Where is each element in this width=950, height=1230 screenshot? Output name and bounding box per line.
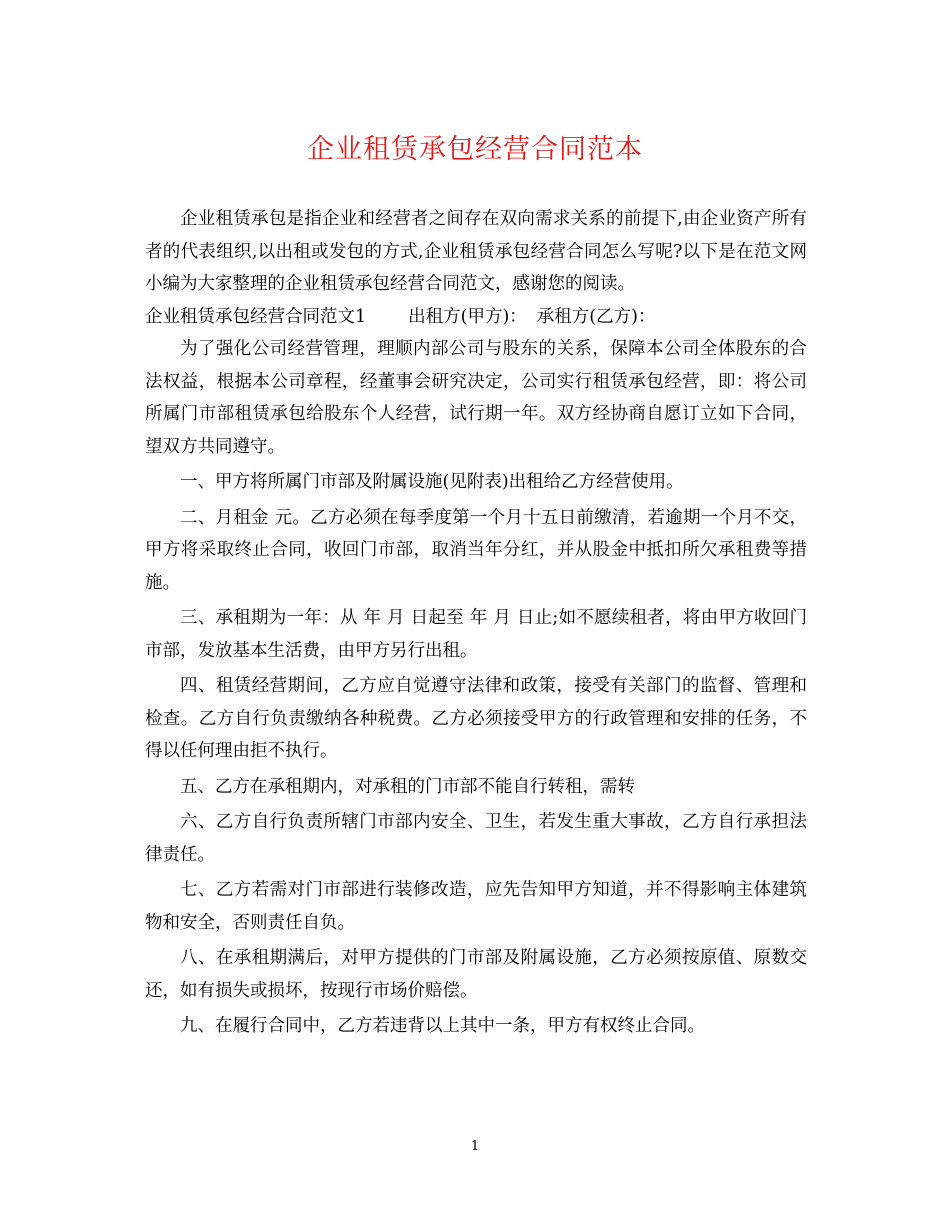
page-number: 1 [470, 1139, 480, 1154]
sample-heading: 企业租赁承包经营合同范文1 [145, 306, 367, 327]
clause-8: 八、在承租期满后，对甲方提供的门市部及附属设施，乙方必须按原值、原数交还，如有损失或损坏，按现行市场价赔偿。 [145, 948, 807, 1001]
intro-paragraph: 企业租赁承包是指企业和经营者之间存在双向需求关系的前提下,由企业资产所有者的代表组织,以出租或发包的方式,企业租赁承包经营合同怎么写呢?以下是在范文网小编为大家整理的企业租赁承包经营合同范文，感谢您的阅读。 [145, 209, 807, 294]
document-title: 企业租赁承包经营合同范本 [307, 134, 643, 165]
clause-3: 三、承租期为一年：从 年 月 日起至 年 月 日止;如不愿续租者，将由甲方收回门市部，发放基本生活费，由甲方另行出租。 [145, 608, 807, 661]
lessor-label: 出租方(甲方)： [408, 306, 527, 327]
sample-heading-line [145, 301, 807, 334]
clause-5: 五、乙方在承租期内，对承租的门市部不能自行转租，需转 [180, 776, 635, 797]
lessee-label: 承租方(乙方)： [536, 306, 656, 327]
clause-9: 九、在履行合同中，乙方若违背以上其中一条，甲方有权终止合同。 [180, 1016, 705, 1036]
clause-2: 二、月租金 元。乙方必须在每季度第一个月十五日前缴清，若逾期一个月不交，甲方将采取终止合同，收回门市部，取消当年分红，并从股金中抵扣所欠承租费等措施。 [145, 507, 807, 593]
clause-1: 一、甲方将所属门市部及附属设施(见附表)出租给乙方经营使用。 [180, 472, 684, 492]
clause-7: 七、乙方若需对门市部进行装修改造，应先告知甲方知道，并不得影响主体建筑物和安全，否则责任自负。 [145, 880, 807, 933]
clause-6: 六、乙方自行负责所辖门市部内安全、卫生，若发生重大事故，乙方自行承担法律责任。 [145, 812, 807, 865]
clause-4: 四、租赁经营期间，乙方应自觉遵守法律和政策，接受有关部门的监督、管理和检查。乙方自行负责缴纳各种税费。乙方必须接受甲方的行政管理和安排的任务，不得以任何理由拒不执行。 [145, 676, 807, 761]
preamble-paragraph: 为了强化公司经营管理，理顺内部公司与股东的关系，保障本公司全体股东的合法权益，根据本公司章程，经董事会研究决定，公司实行租赁承包经营，即：将公司所属门市部租赁承包给股东个人经营，试行期一年。双方经协商自愿订立如下合同，望双方共同遵守。 [145, 339, 807, 457]
document-body [145, 203, 807, 1043]
